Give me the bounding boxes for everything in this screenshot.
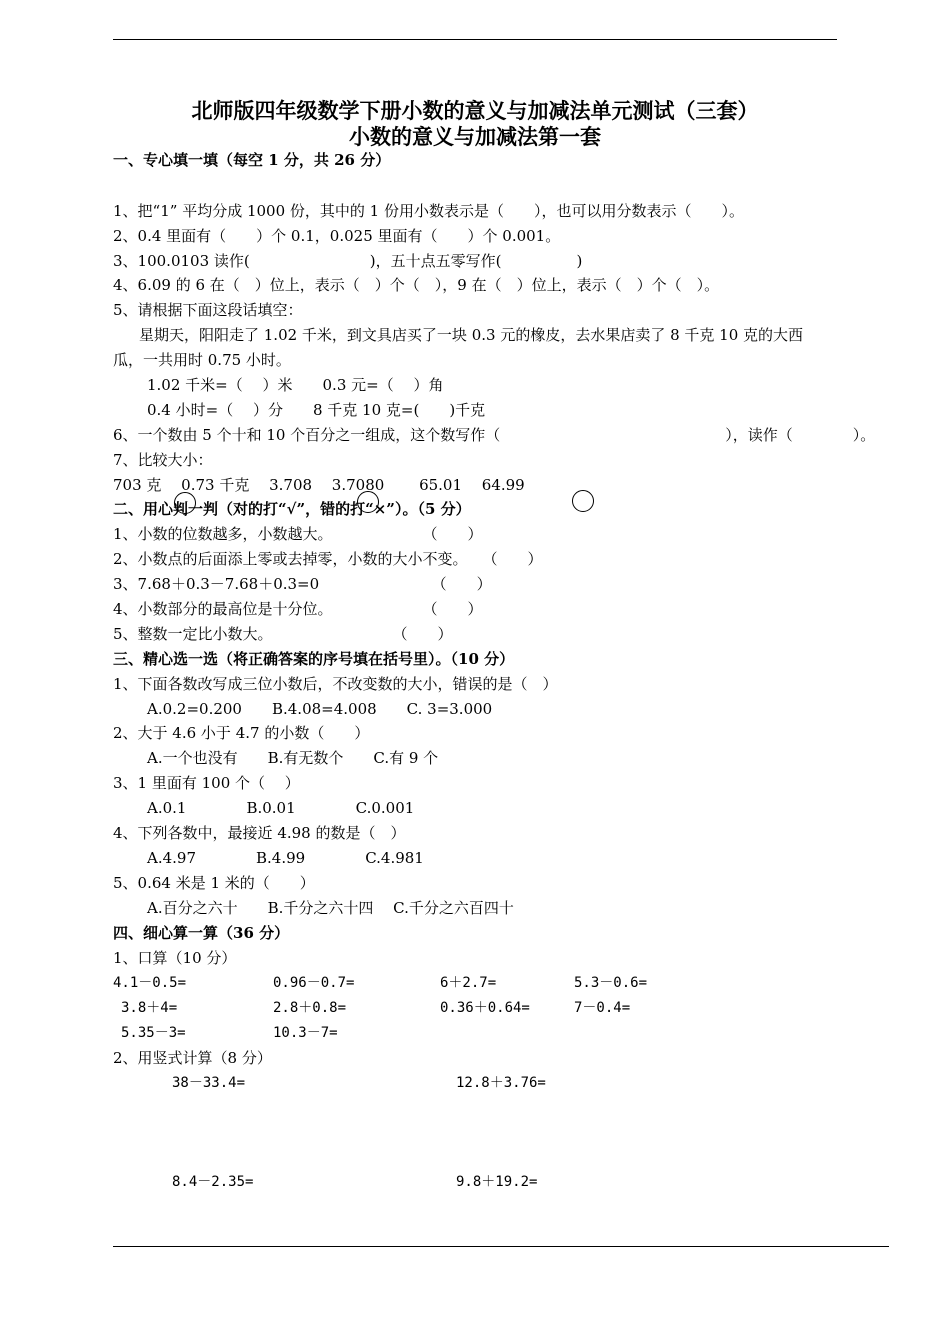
choice-options-4: A.4.97 B.4.99 C.4.981 [147, 849, 424, 867]
oral-item: 5.3－0.6= [574, 975, 648, 991]
oral-item: 6＋2.7= [440, 975, 497, 991]
oral-item: 10.3－7= [273, 1025, 338, 1041]
choice-options-1: A.0.2=0.200 B.4.08=4.008 C. 3=3.000 [147, 700, 493, 718]
question-1-5-passage-a: 星期天，阳阳走了 1.02 千米，到文具店买了一块 0.3 元的橡皮，去水果店卖了 8 千克 10 克的大西 [139, 326, 804, 344]
section1-heading: 一、专心填一填（每空 1 分，共 26 分） [113, 151, 391, 169]
oral-item: 2.8＋0.8= [273, 1000, 347, 1016]
choice-question-5: 5、0.64 米是 1 米的（ ） [113, 874, 315, 892]
vertical-item: 12.8＋3.76= [456, 1075, 546, 1091]
question-1-4: 4、6.09 的 6 在（ ）位上，表示（ ）个（ ），9 在（ ）位上，表示（ ）个（ ）。 [113, 276, 720, 294]
section4-heading: 四、细心算一算（36 分） [113, 924, 290, 942]
question-1-7: 7、比较大小： [113, 451, 213, 469]
page-title: 北师版四年级数学下册小数的意义与加减法单元测试（三套） [191, 98, 759, 123]
choice-question-4: 4、下列各数中，最接近 4.98 的数是（ ） [113, 824, 406, 842]
oral-item: 4.1－0.5= [113, 975, 187, 991]
question-1-5-passage-b: 瓜，一共用时 0.75 小时。 [113, 351, 291, 369]
question-1-5: 5、请根据下面这段话填空： [113, 301, 303, 319]
vertical-item: 8.4－2.35= [172, 1174, 254, 1190]
section2-heading: 二、用心判一判（对的打“√”，错的打“×”）。（5 分） [113, 500, 471, 518]
judge-item-4: 4、小数部分的最高位是十分位。 （ ） [113, 600, 483, 618]
oral-calc-label: 1、口算（10 分） [113, 949, 237, 967]
choice-options-2: A.一个也没有 B.有无数个 C.有 9 个 [147, 749, 439, 767]
choice-question-1: 1、下面各数改写成三位小数后，不改变数的大小，错误的是（ ） [113, 675, 558, 693]
judge-item-1: 1、小数的位数越多，小数越大。 （ ） [113, 525, 483, 543]
vertical-calc-label: 2、用竖式计算（8 分） [113, 1049, 272, 1067]
judge-item-2: 2、小数点的后面添上零或去掉零，小数的大小不变。 （ ） [113, 550, 543, 568]
oral-item: 7－0.4= [574, 1000, 631, 1016]
bottom-rule [113, 1246, 889, 1247]
oral-item: 3.8＋4= [121, 1000, 178, 1016]
judge-item-3: 3、7.68＋0.3－7.68＋0.3=0 （ ） [113, 575, 492, 593]
question-1-3: 3、100.0103 读作( )，五十点五零写作( ) [113, 252, 583, 270]
choice-question-2: 2、大于 4.6 小于 4.7 的小数（ ） [113, 724, 370, 742]
section3-heading: 三、精心选一选（将正确答案的序号填在括号里）。（10 分） [113, 650, 515, 668]
oral-item: 0.36＋0.64= [440, 1000, 530, 1016]
question-1-5-fill-b: 0.4 小时=（ ）分 8 千克 10 克=( )千克 [147, 401, 486, 419]
question-1-1: 1、把“1” 平均分成 1000 份，其中的 1 份用小数表示是（ ），也可以用分数表示（ ）。 [113, 202, 744, 220]
question-1-5-fill-a: 1.02 千米=（ ）米 0.3 元=（ ）角 [147, 376, 444, 394]
vertical-item: 38－33.4= [172, 1075, 246, 1091]
question-1-2: 2、0.4 里面有（ ）个 0.1，0.025 里面有（ ）个 0.001。 [113, 227, 561, 245]
choice-options-5: A.百分之六十 B.千分之六十四 C.千分之六百四十 [147, 899, 514, 917]
vertical-item: 9.8＋19.2= [456, 1174, 538, 1190]
top-rule [113, 39, 837, 40]
question-1-7-items: 703 克 0.73 千克 3.708 3.7080 65.01 64.99 [113, 476, 525, 494]
oral-item: 0.96－0.7= [273, 975, 355, 991]
page-subtitle: 小数的意义与加减法第一套 [349, 124, 601, 149]
oral-item: 5.35－3= [121, 1025, 186, 1041]
choice-question-3: 3、1 里面有 100 个（ ） [113, 774, 300, 792]
judge-item-5: 5、整数一定比小数大。 （ ） [113, 625, 453, 643]
compare-circle-3[interactable] [572, 490, 594, 512]
question-1-6: 6、一个数由 5 个十和 10 个百分之一组成，这个数写作（ ），读作（ ）。 [113, 426, 876, 444]
choice-options-3: A.0.1 B.0.01 C.0.001 [147, 799, 415, 817]
